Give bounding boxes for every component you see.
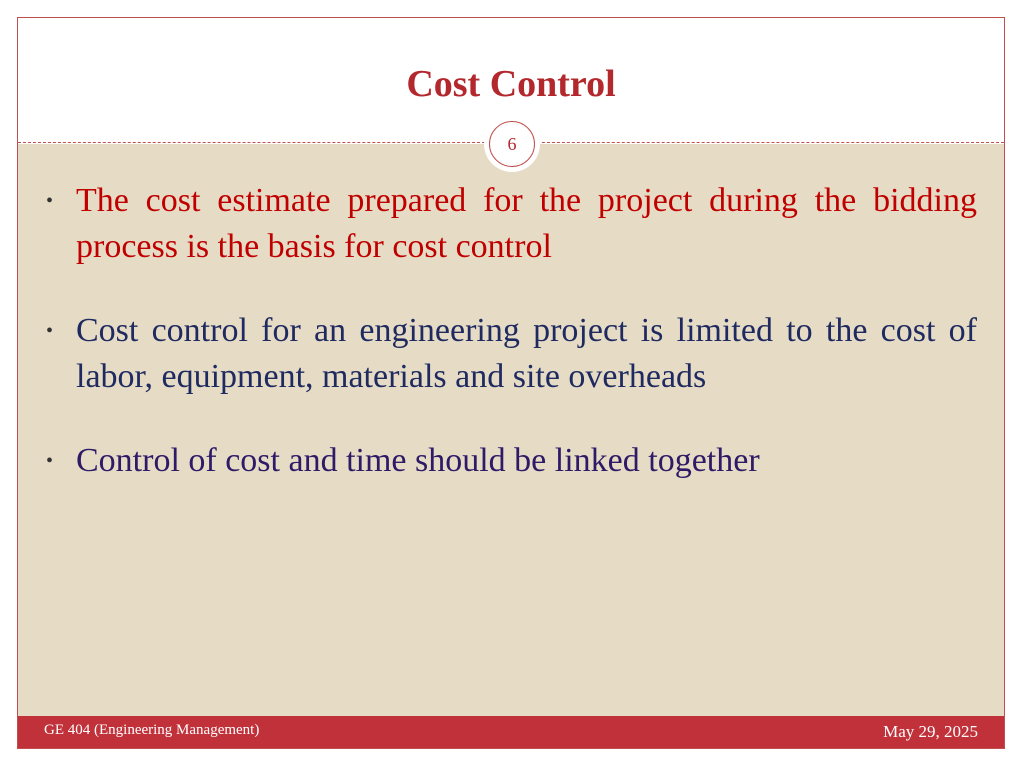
slide-number: 6	[489, 121, 535, 167]
slide-title: Cost Control	[406, 63, 616, 105]
bullet-text: Cost control for an engineering project is limited to the cost of labor, equipment, materials and site overheads	[76, 312, 977, 395]
footer-date: May 29, 2025	[883, 722, 978, 741]
bullet-item	[44, 308, 977, 400]
bullet-dot-icon: •	[46, 450, 54, 472]
bullet-text: Control of cost and time should be linked together	[76, 442, 760, 479]
bullet-item	[44, 178, 977, 270]
bullet-dot-icon: •	[46, 190, 54, 212]
bullet-item	[44, 438, 977, 484]
slide-number-badge	[484, 116, 540, 172]
bullet-list	[44, 178, 977, 522]
footer-course: GE 404 (Engineering Management)	[44, 722, 260, 738]
bullet-text: The cost estimate prepared for the project during the bidding process is the basis for cost control	[76, 182, 977, 265]
bullet-dot-icon: •	[46, 320, 54, 342]
slide	[17, 17, 1005, 749]
footer-bar	[18, 716, 1004, 748]
